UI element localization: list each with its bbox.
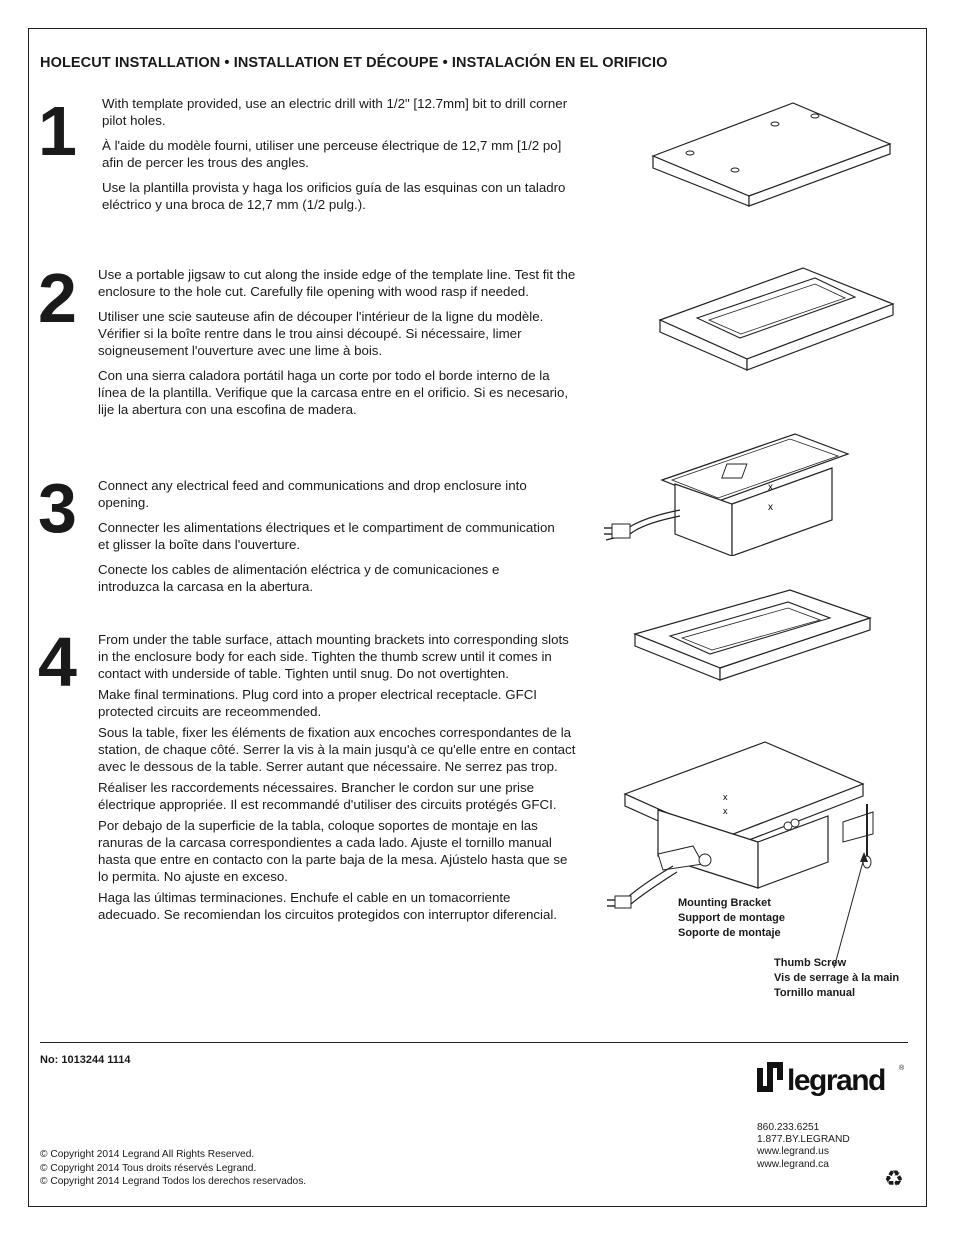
step-2-paragraph: Con una sierra caladora portátil haga un corte por todo el borde interno de la línea de la plantilla. Verifique que la carcasa entre en el orificio. Si es necesario, lije la abertura con una escofina de madera. bbox=[98, 368, 569, 417]
thumb-screw-label-en: Thumb Screw bbox=[774, 957, 847, 969]
svg-text:x: x bbox=[768, 502, 773, 513]
thumb-screw-label bbox=[774, 956, 899, 1001]
contact-info bbox=[757, 1122, 850, 1171]
thumb-screw-label-fr: Vis de serrage à la main bbox=[774, 972, 900, 984]
step-2-number: 2 bbox=[38, 259, 77, 337]
copyright-block bbox=[40, 1148, 306, 1189]
thumb-screw-label-es: Tornillo manual bbox=[774, 987, 856, 999]
step-4-text bbox=[98, 631, 576, 927]
mounting-bracket-label bbox=[678, 896, 785, 941]
toll-free-number: 1.877.BY.LEGRAND bbox=[757, 1134, 850, 1146]
step-3-paragraph: Conecte los cables de alimentación eléctrica y de comunicaciones e introduzca la carcasa en la abertura. bbox=[98, 562, 500, 594]
step-1-paragraph: Use la plantilla provista y haga los orificios guía de las esquinas con un taladro eléctrico y una broca de 12,7 mm (1/2 pulg.). bbox=[102, 180, 566, 212]
step-1-number: 1 bbox=[38, 92, 77, 170]
page-title: HOLECUT INSTALLATION • INSTALLATION ET DÉCOUPE • INSTALACIÓN EN EL ORIFICIO bbox=[40, 55, 668, 71]
enclosure-with-cord-illustration bbox=[600, 428, 855, 556]
step-1-paragraph: À l'aide du modèle fourni, utiliser une perceuse électrique de 12,7 mm [1/2 po] afin de percer les trous des angles. bbox=[102, 138, 562, 170]
mounting-bracket-label-es: Soporte de montaje bbox=[678, 927, 781, 939]
step-4-paragraph: Réaliser les raccordements nécessaires. Brancher le cordon sur une prise électrique appropriée. Il est recommandé d'utiliser des circuits protégés GFCI. bbox=[98, 780, 557, 812]
step-2-paragraph: Utiliser une scie sauteuse afin de découper l'intérieur de la ligne du modèle. Vérifier si la boîte rentre dans le trou ainsi découpé. Si nécessaire, limer soigneusement l'ouverture avec une lime à bois. bbox=[98, 309, 544, 358]
step-3-text bbox=[98, 477, 558, 603]
template-cut-illustration bbox=[655, 262, 900, 377]
mounting-bracket-label-fr: Support de montage bbox=[678, 912, 785, 924]
step-2-text bbox=[98, 266, 576, 426]
step-4-number: 4 bbox=[38, 623, 77, 701]
svg-text:®: ® bbox=[899, 1065, 905, 1072]
legrand-logo bbox=[757, 1060, 907, 1096]
brand-name: legrand bbox=[787, 1064, 885, 1096]
step-1-paragraph: With template provided, use an electric drill with 1/2" [12.7mm] bit to drill corner pilot holes. bbox=[102, 96, 568, 128]
phone-number: 860.233.6251 bbox=[757, 1122, 820, 1133]
recycle-icon: ♻ bbox=[884, 1166, 904, 1191]
website-ca: www.legrand.ca bbox=[757, 1158, 829, 1170]
svg-text:x: x bbox=[723, 792, 728, 802]
copyright-es: © Copyright 2014 Legrand Todos los derechos reservados. bbox=[40, 1176, 307, 1187]
step-4-paragraph: Por debajo de la superficie de la tabla, coloque soportes de montaje en las ranuras de la carcasa correspondientes a cada lado. Ajuste el tornillo manual hasta que entre en contacto con la parte baja de la mesa. Ajústelo hasta que se lo permita. No ajuste en exceso. bbox=[98, 818, 568, 884]
copyright-fr: © Copyright 2014 Tous droits réservés Legrand. bbox=[40, 1162, 257, 1174]
step-4-paragraph: Make final terminations. Plug cord into a proper electrical receptacle. GFCI protected circuits are receommended. bbox=[98, 687, 537, 719]
step-3-paragraph: Connecter les alimentations électriques et le compartiment de communication et glisser la boîte dans l'ouverture. bbox=[98, 520, 555, 552]
copyright-en: © Copyright 2014 Legrand All Rights Reserved. bbox=[40, 1149, 255, 1160]
table-top-illustration bbox=[630, 588, 875, 688]
step-3-number: 3 bbox=[38, 469, 77, 547]
step-4-paragraph: Haga las últimas terminaciones. Enchufe el cable en un tomacorriente adecuado. Se recomiendan los circuitos protegidos con interruptor diferencial. bbox=[98, 890, 558, 922]
svg-text:x: x bbox=[723, 806, 728, 816]
document-number: No: 1013244 1114 bbox=[40, 1054, 131, 1066]
step-2-paragraph: Use a portable jigsaw to cut along the inside edge of the template line. Test fit the enclosure to the hole cut. Carefully file opening with wood rasp if needed. bbox=[98, 267, 576, 299]
svg-text:x: x bbox=[768, 482, 773, 493]
step-4-paragraph: Sous la table, fixer les éléments de fixation aux encoches correspondantes de la station, de chaque côté. Serrer la vis à la main jusqu'à ce qu'elle entre en contact avec le dessous de la table. Serrer autant que nécessaire. Ne serrez pas trop. bbox=[98, 725, 576, 774]
mounting-bracket-label-en: Mounting Bracket bbox=[678, 897, 771, 909]
template-drilled-illustration bbox=[645, 98, 895, 208]
step-3-paragraph: Connect any electrical feed and communications and drop enclosure into opening. bbox=[98, 478, 527, 510]
website-us: www.legrand.us bbox=[757, 1146, 829, 1158]
footer-divider bbox=[40, 1042, 908, 1043]
step-4-paragraph: From under the table surface, attach mounting brackets into corresponding slots in the enclosure body for each side. Tighten the thumb screw until it comes in contact with underside of table. Tighten until snug. Do not overtighten. bbox=[98, 632, 569, 681]
step-1-text bbox=[102, 95, 576, 221]
